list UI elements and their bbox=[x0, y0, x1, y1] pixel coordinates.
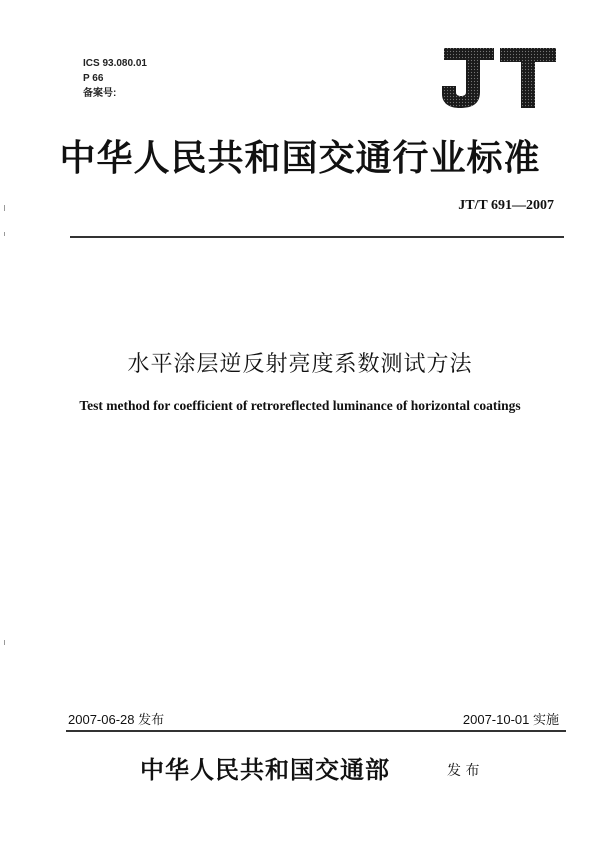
publish-label: 发 布 bbox=[447, 763, 480, 779]
implementation-date: 2007-10-01 实施 bbox=[462, 712, 559, 727]
scan-speck bbox=[4, 640, 5, 645]
category-code: P 66 bbox=[83, 73, 104, 84]
header-divider bbox=[70, 236, 564, 238]
classification-block bbox=[83, 56, 147, 101]
standard-title: 中华人民共和国交通行业标准 bbox=[59, 138, 541, 179]
filing-number-label: 备案号: bbox=[83, 88, 117, 99]
jt-logo-icon bbox=[440, 44, 558, 112]
scan-speck bbox=[4, 205, 5, 211]
footer-divider bbox=[66, 730, 566, 732]
issue-date: 2007-06-28 发布 bbox=[68, 712, 165, 727]
document-title-chinese: 水平涂层逆反射亮度系数测试方法 bbox=[127, 352, 473, 377]
document-title-english: Test method for coefficient of retroreflected luminance of horizontal coatings bbox=[79, 398, 521, 413]
publisher-name: 中华人民共和国交通部 bbox=[140, 756, 390, 784]
ics-code: ICS 93.080.01 bbox=[83, 58, 147, 69]
standard-code: JT/T 691—2007 bbox=[458, 198, 554, 213]
scan-speck bbox=[4, 232, 5, 236]
